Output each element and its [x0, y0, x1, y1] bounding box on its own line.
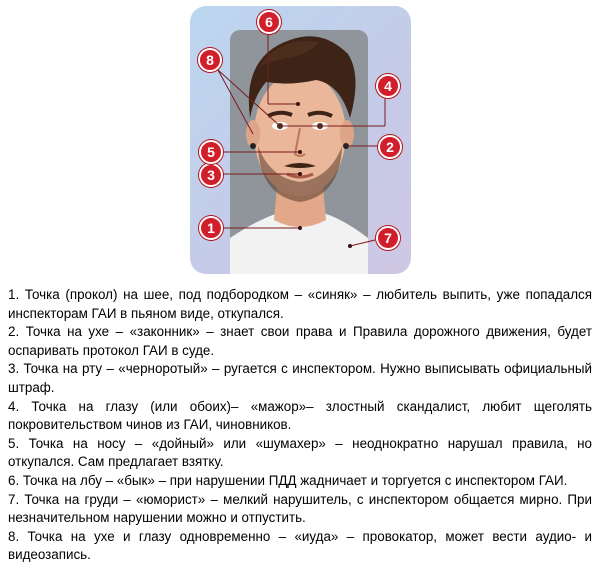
list-item: 8. Точка на ухе и глазу одновременно – «иуда» – провокатор, может вести аудио- и видеозапись.: [8, 528, 592, 563]
list-item: 1. Точка (прокол) на шее, под подбородком – «синяк» – любитель выпить, уже попадался инспекторам ГАИ в пьяном виде, откупался.: [8, 287, 592, 321]
list-item: 7. Точка на груди – «юморист» – мелкий нарушитель, с инспектором общается мирно. При незначительном нарушении можно и отпустить.: [8, 491, 592, 526]
list-item: 4. Точка на глазу (или обоих)– «мажор»– злостный скандалист, любит щеголять покровительством чинов из ГАИ, чиновников.: [8, 398, 592, 433]
marker-7: 7: [376, 226, 400, 250]
marker-6: 6: [257, 10, 281, 34]
marker-5: 5: [199, 140, 223, 164]
description-list: [8, 286, 592, 565]
list-item: 5. Точка на носу – «дойный» или «шумахер» – неоднократно нарушал правила, но откупался. Сам предлагает взятку.: [8, 435, 592, 470]
list-item: 6. Точка на лбу – «бык» – при нарушении ПДД жадничает и торгуется с инспектором ГАИ.: [8, 472, 568, 488]
list-item: 3. Точка на рту – «черноротый» – ругается с инспектором. Нужно выписывать официальный штраф.: [8, 361, 592, 395]
marker-3: 3: [199, 163, 223, 187]
marker-4: 4: [376, 74, 400, 98]
list-item: 2. Точка на ухе – «законник» – знает свои права и Правила дорожного движения, будет оспаривать протокол ГАИ в суде.: [8, 324, 592, 358]
marker-2: 2: [378, 135, 402, 159]
marker-8: 8: [198, 48, 222, 72]
marker-1: 1: [199, 216, 223, 240]
face-illustration: [190, 6, 411, 274]
